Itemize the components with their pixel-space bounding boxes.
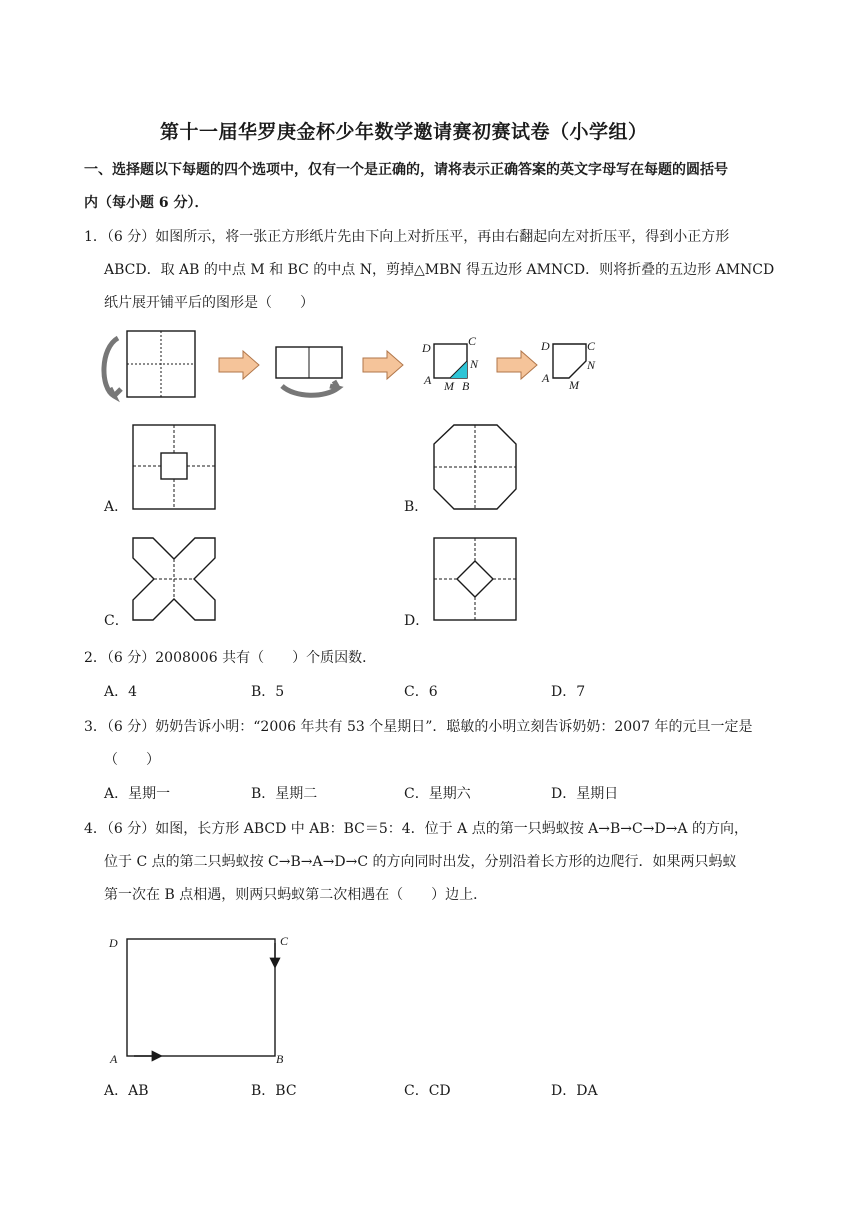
q1-folding-figure [104, 331, 596, 397]
svg-text:N: N [587, 358, 596, 372]
q1-option-c-label: C． [104, 613, 129, 629]
q1-option-a-label: A． [104, 499, 129, 515]
svg-text:D: D [541, 339, 550, 353]
pentagon-amncd [553, 344, 586, 378]
q1-stem-line1: 1．（6 分）如图所示，将一张正方形纸片先由下向上对折压平，再由右翻起向左对折压平，得到小正方形 [84, 229, 730, 245]
curved-fold-arrow-icon [282, 381, 338, 395]
q4-stem-line2: 位于 C 点的第二只蚂蚁按 C→B→A→D→C 的方向同时出发，分别沿着长方形的边爬行．如果两只蚂蚁 [104, 854, 737, 870]
q4-option-c: C．CD [404, 1083, 451, 1099]
q2-option-d: D．7 [551, 684, 586, 700]
svg-text:M: M [569, 378, 579, 392]
q2-option-b: B．5 [251, 684, 285, 700]
q4-option-b: B．BC [251, 1083, 297, 1099]
step-arrow-icon [363, 351, 403, 379]
q1-option-b-label: B． [404, 499, 429, 515]
q2-option-c: C．6 [404, 684, 438, 700]
q3-option-d: D．星期日 [551, 786, 619, 802]
q4-option-d: D．DA [551, 1083, 598, 1099]
section-heading-line1: 一、选择题以下每题的四个选项中，仅有一个是正确的，请将表示正确答案的英文字母写在每题的圆括号 [84, 162, 728, 178]
q3-stem-line2: （ ） [104, 752, 160, 768]
svg-text:C: C [587, 339, 596, 353]
q2-stem: 2．（6 分）2008006 共有（ ）个质因数． [84, 650, 377, 666]
svg-text:B: B [276, 1052, 284, 1066]
q3-stem-line1: 3．（6 分）奶奶告诉小明：“2006 年共有 53 个星期日”．聪敏的小明立刻告诉奶奶：2007 年的元旦一定是 [84, 719, 753, 735]
svg-text:D: D [422, 341, 431, 355]
section-heading-line2: 内（每小题 6 分）． [84, 195, 209, 211]
svg-text:N: N [470, 357, 479, 371]
svg-text:A: A [424, 373, 432, 387]
q4-rectangle-figure [108, 934, 289, 1066]
svg-text:D: D [109, 936, 118, 950]
q1-option-b-figure [434, 425, 516, 509]
q1-option-c-figure [133, 538, 215, 620]
q4-stem-line3: 第一次在 B 点相遇，则两只蚂蚁第二次相遇在（ ）边上． [104, 887, 488, 903]
svg-text:A: A [110, 1052, 118, 1066]
q4-stem-line1: 4．（6 分）如图，长方形 ABCD 中 AB：BC＝5：4．位于 A 点的第一只蚂蚁按 A→B→C→D→A 的方向， [84, 821, 748, 837]
svg-text:C: C [280, 934, 289, 948]
q3-option-a: A．星期一 [104, 786, 171, 802]
q4-option-a: A．AB [104, 1083, 149, 1099]
svg-text:A: A [542, 371, 550, 385]
svg-text:M: M [444, 379, 454, 393]
page-title: 第十一届华罗庚金杯少年数学邀请赛初赛试卷（小学组） [160, 121, 648, 143]
svg-text:C: C [468, 334, 477, 348]
q3-option-c: C．星期六 [404, 786, 471, 802]
q1-option-a-figure [133, 425, 215, 509]
svg-text:B: B [462, 379, 470, 393]
q1-option-d-label: D． [404, 613, 430, 629]
q1-stem-line2: ABCD．取 AB 的中点 M 和 BC 的中点 N，剪掉△MBN 得五边形 AMNCD．则将折叠的五边形 AMNCD [104, 262, 775, 278]
q2-option-a: A．4 [104, 684, 138, 700]
q1-option-d-figure [434, 538, 516, 620]
q3-option-b: B．星期二 [251, 786, 318, 802]
q1-stem-line3: 纸片展开铺平后的图形是（ ） [104, 295, 314, 311]
curved-fold-arrow-icon [104, 338, 121, 396]
step-arrow-icon [219, 351, 259, 379]
step-arrow-icon [497, 351, 537, 379]
